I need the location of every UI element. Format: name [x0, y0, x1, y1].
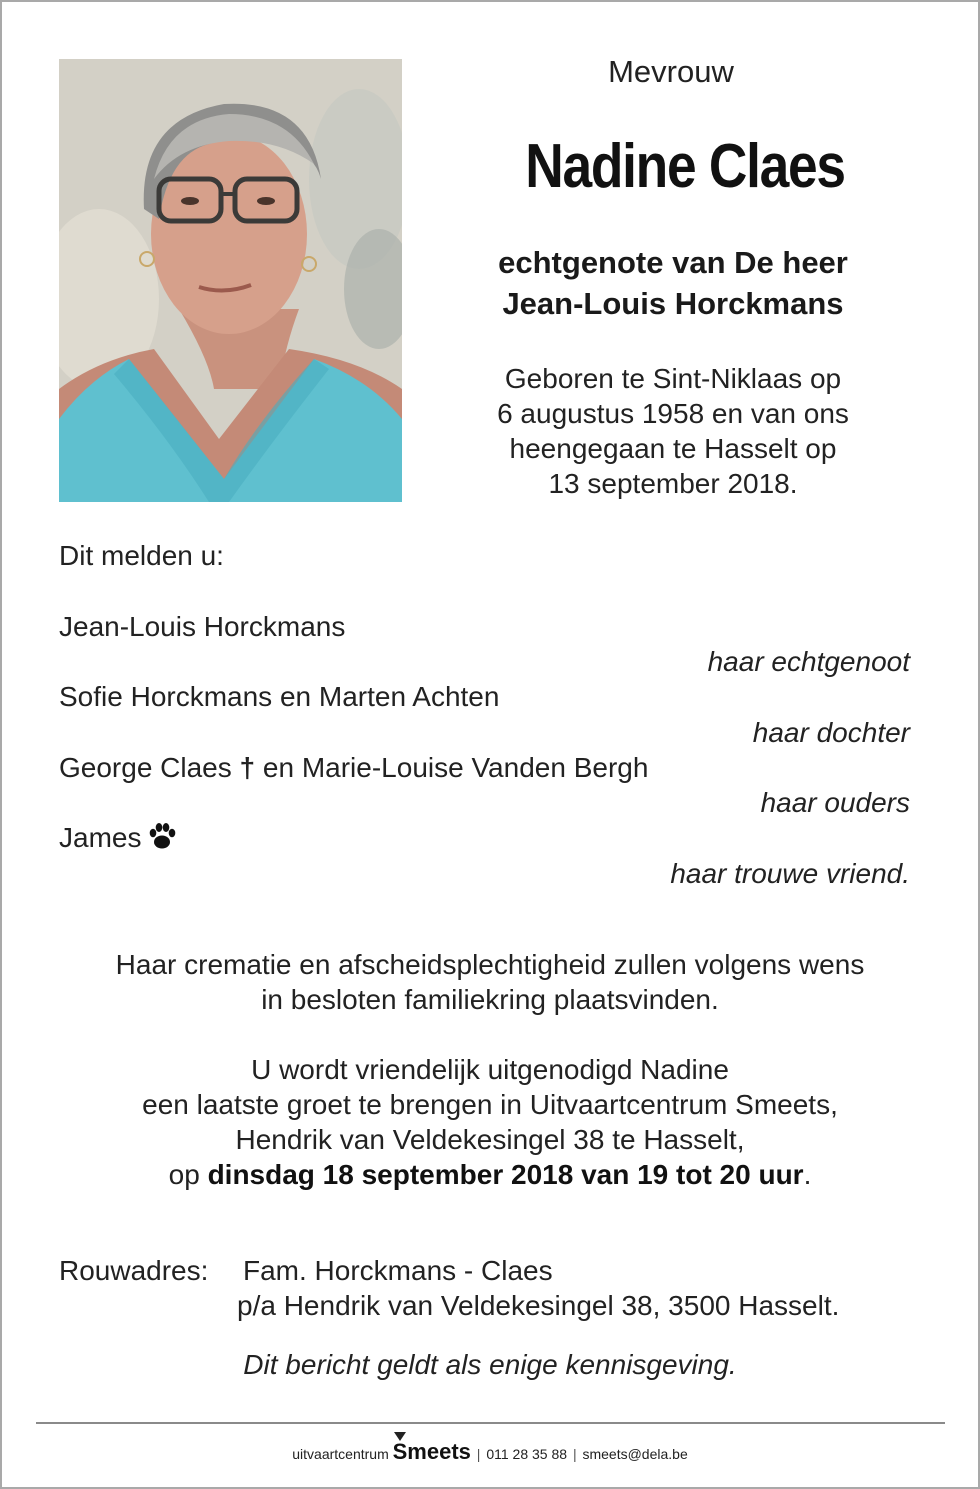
birth-death-info: [440, 361, 906, 501]
family-relation-3: haar ouders: [760, 787, 910, 818]
pet-name: James: [59, 822, 142, 853]
invitation-line-2: een laatste groet te brengen in Uitvaartcentrum Smeets,: [142, 1089, 838, 1120]
address-line-1: Fam. Horckmans - Claes: [243, 1255, 553, 1286]
family-member-2: Sofie Horckmans en Marten Achten: [59, 681, 500, 712]
footer-separator-1: |: [476, 1446, 481, 1462]
born-line-3: heengegaan te Hasselt op: [509, 433, 837, 464]
ceremony-line-2: in besloten familiekring plaatsvinden.: [261, 984, 719, 1015]
family-member-3b: en Marie-Louise Vanden Bergh: [262, 752, 649, 783]
born-line-4: 13 september 2018.: [548, 468, 798, 499]
spouse-info: [440, 242, 906, 324]
salutation: Mevrouw: [608, 54, 734, 89]
family-member-1: Jean-Louis Horckmans: [59, 611, 346, 642]
family-relation-2: haar dochter: [752, 717, 910, 748]
paw-icon: [147, 822, 177, 859]
invitation-prefix: op: [168, 1159, 200, 1190]
deceased-cross: †: [239, 752, 256, 783]
family-relation-1: haar echtgenoot: [707, 646, 910, 677]
family-member-3a: George Claes: [59, 752, 232, 783]
ceremony-line-1: Haar crematie en afscheidsplechtigheid zullen volgens wens: [115, 949, 865, 980]
spouse-line-1: echtgenote van De heer: [498, 245, 848, 280]
invitation-suffix: .: [803, 1159, 812, 1190]
family-relation-4: haar trouwe vriend.: [670, 858, 910, 889]
footer-phone[interactable]: 011 28 35 88: [486, 1446, 568, 1462]
portrait-photo: [59, 59, 402, 502]
ceremony-text: [40, 947, 940, 1017]
born-line-1: Geboren te Sint-Niklaas op: [504, 363, 842, 394]
address-label: Rouwadres:: [59, 1255, 209, 1286]
footer-email[interactable]: smeets@dela.be: [582, 1446, 688, 1462]
invitation-line-1: U wordt vriendelijk uitgenodigd Nadine: [251, 1054, 729, 1085]
footer-separator-2: |: [572, 1446, 577, 1462]
born-line-2: 6 augustus 1958 en van ons: [497, 398, 849, 429]
footer-prefix: uitvaartcentrum: [292, 1446, 389, 1462]
invitation-line-4: [40, 1157, 940, 1192]
deceased-name: Nadine Claes: [525, 132, 845, 201]
invitation-date-time: dinsdag 18 september 2018 van 19 tot 20 uur: [207, 1159, 804, 1190]
invitation-text: [40, 1052, 940, 1192]
family-member-3: [59, 750, 648, 786]
address-line-2: p/a Hendrik van Veldekesingel 38, 3500 Hasselt.: [237, 1290, 840, 1321]
family-member-4: [59, 820, 177, 859]
footer-brand: Smeets: [392, 1439, 471, 1464]
footer: [0, 1437, 980, 1469]
spouse-line-2: Jean-Louis Horckmans: [502, 286, 844, 321]
footer-divider: [36, 1422, 945, 1424]
notice-note: Dit bericht geldt als enige kennisgeving.: [243, 1349, 737, 1380]
invitation-line-3: Hendrik van Veldekesingel 38 te Hasselt,: [235, 1124, 745, 1155]
announce-intro: Dit melden u:: [59, 540, 224, 571]
